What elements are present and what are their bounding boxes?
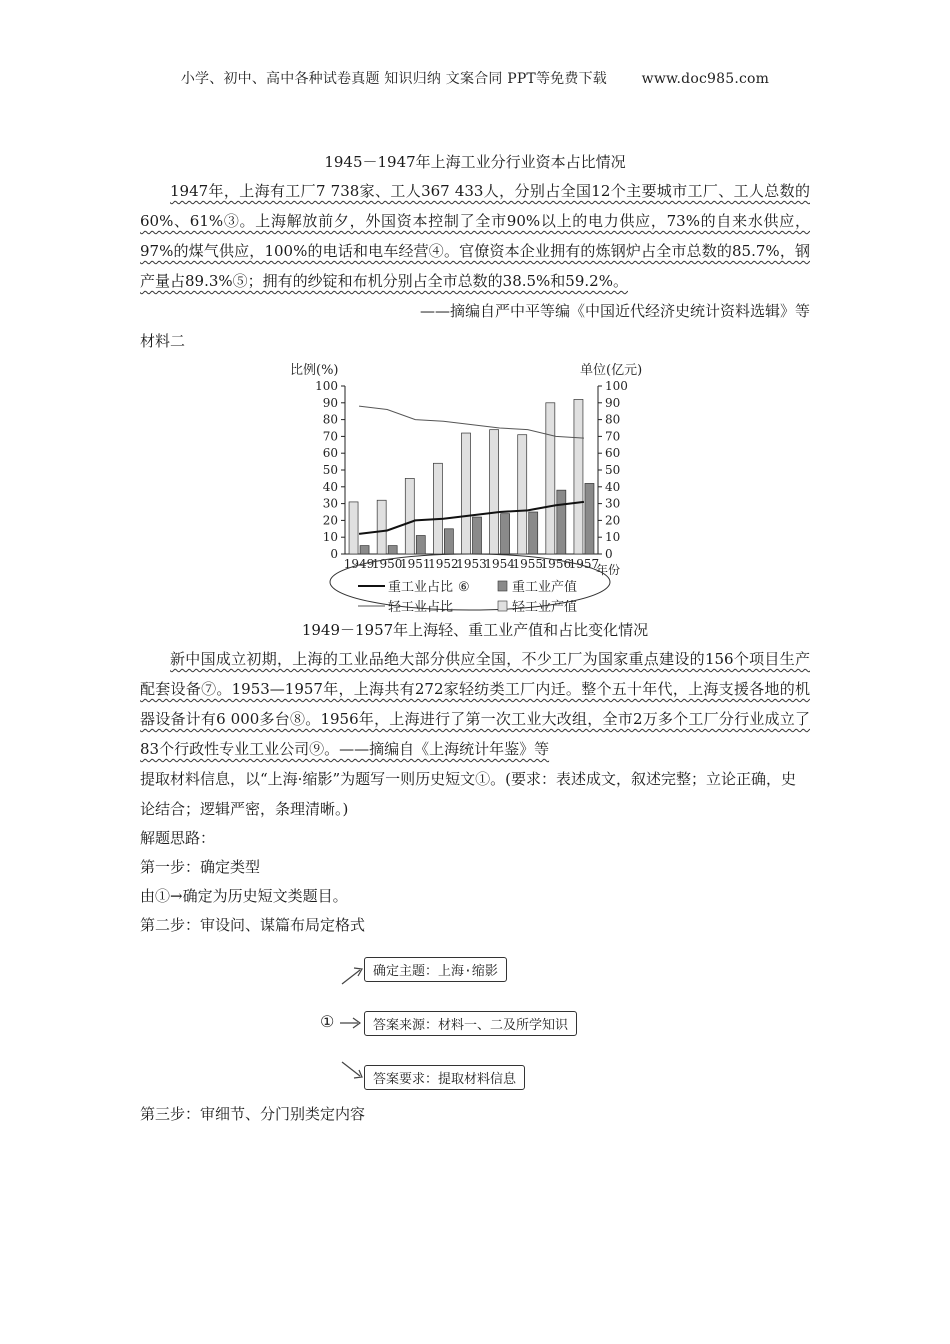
left-tick-label: 80 bbox=[322, 412, 338, 427]
material1-caption: 1945－1947年上海工业分行业资本占比情况 bbox=[324, 153, 626, 171]
light-value-bar bbox=[490, 430, 499, 554]
light-value-bar bbox=[518, 435, 527, 554]
light-value-bar bbox=[546, 403, 555, 554]
light-value-bar bbox=[377, 500, 386, 554]
right-tick-label: 100 bbox=[605, 379, 628, 393]
legend-heavy-ratio: 重工业占比 bbox=[388, 580, 454, 595]
heavy-value-bar bbox=[557, 490, 566, 554]
left-tick-label: 40 bbox=[322, 479, 338, 494]
right-tick-label: 90 bbox=[605, 395, 621, 410]
chart-svg bbox=[140, 356, 810, 616]
flow-box-source: 答案来源：材料一、二及所学知识 bbox=[364, 1011, 577, 1036]
left-tick-label: 100 bbox=[315, 379, 338, 393]
x-tick-label: 1957 bbox=[568, 557, 600, 571]
legend-heavy-value: 重工业产值 bbox=[512, 580, 578, 595]
step2-heading: 第二步：审设问、谋篇布局定格式 bbox=[140, 916, 366, 934]
arrow-up bbox=[342, 970, 360, 984]
left-tick-label: 30 bbox=[322, 496, 338, 511]
x-tick-label: 1949 bbox=[343, 557, 375, 571]
right-tick-label: 10 bbox=[605, 530, 621, 545]
right-tick-label: 30 bbox=[605, 496, 621, 511]
right-tick-label: 80 bbox=[605, 412, 621, 427]
right-tick-label: 40 bbox=[605, 479, 621, 494]
legend-light-ratio: 轻工业占比 bbox=[388, 600, 454, 615]
heavy-value-bar bbox=[360, 546, 369, 554]
step3-heading: 第三步：审细节、分门别类定内容 bbox=[140, 1105, 366, 1123]
legend-light-value: 轻工业产值 bbox=[512, 600, 578, 615]
legend-light-value-swatch bbox=[498, 601, 507, 611]
step1-heading: 第一步：确定类型 bbox=[140, 858, 261, 876]
x-tick-label: 1953 bbox=[456, 557, 487, 571]
arrow-down bbox=[342, 1062, 360, 1076]
solution-title: 解题思路： bbox=[140, 829, 216, 847]
light-value-bar bbox=[574, 399, 583, 554]
x-tick-label: 1951 bbox=[400, 557, 431, 571]
left-tick-label: 70 bbox=[322, 429, 338, 444]
x-tick-label: 1954 bbox=[484, 557, 515, 571]
heavy-value-bar bbox=[473, 517, 482, 554]
left-tick-label: 20 bbox=[322, 513, 338, 528]
flow-box-theme: 确定主题：上海·缩影 bbox=[364, 957, 507, 982]
light-value-bar bbox=[349, 502, 358, 554]
x-axis-label: 年份 bbox=[596, 563, 621, 577]
page-header bbox=[0, 68, 950, 88]
heavy-value-bar bbox=[585, 483, 594, 554]
left-tick-label: 90 bbox=[322, 395, 338, 410]
document-body bbox=[140, 148, 810, 1129]
industry-chart bbox=[140, 356, 810, 616]
flow-box-requirement: 答案要求：提取材料信息 bbox=[364, 1065, 525, 1090]
material2-label: 材料二 bbox=[140, 332, 186, 350]
flow-marker: ① bbox=[320, 1012, 335, 1031]
material2-caption: 1949－1957年上海轻、重工业产值和占比变化情况 bbox=[301, 621, 649, 639]
light-value-bar bbox=[462, 433, 471, 554]
left-tick-label: 0 bbox=[330, 547, 338, 561]
light-value-bar bbox=[433, 463, 442, 554]
heavy-value-bar bbox=[388, 546, 397, 554]
left-tick-label: 50 bbox=[322, 463, 338, 477]
right-axis-label: 单位(亿元) bbox=[580, 363, 643, 378]
legend-heavy-value-swatch bbox=[498, 581, 507, 591]
heavy-value-bar bbox=[416, 536, 425, 554]
material1-paragraph: 1947年，上海有工厂7 738家、工人367 433人，分别占全国12个主要城市工厂、工人总数的60%、61%③。上海解放前夕，外国资本控制了全市90%以上的电力供应，73%的自来水供应，97%的煤气供应，100%的电话和电车经营④。官僚资本企业拥有的炼钢炉占全市总数的85.7%，钢产量占89.3%⑤；拥有的纱锭和布机分别占全市总数的38.5%和59.2%。 bbox=[140, 182, 810, 290]
heavy-value-bar bbox=[444, 529, 453, 554]
right-tick-label: 0 bbox=[605, 547, 613, 561]
x-tick-label: 1955 bbox=[512, 557, 543, 571]
left-axis-label: 比例(%) bbox=[290, 363, 339, 378]
heavy-value-bar bbox=[529, 512, 538, 554]
legend-marker: ⑥ bbox=[458, 580, 470, 595]
right-tick-label: 50 bbox=[605, 463, 621, 477]
material2-paragraph: 新中国成立初期，上海的工业品绝大部分供应全国，不少工厂为国家重点建设的156个项目生产配套设备⑦。1953—1957年，上海共有272家轻纺类工厂内迁。整个五十年代，上海支援各地的机器设备计有6 000多台⑧。1956年，上海进行了第一次工业大改组，全市2万多个工厂分行业成立了83个行政性专业工业公司⑨。——摘编自《上海统计年鉴》等 bbox=[140, 650, 810, 758]
x-tick-label: 1956 bbox=[540, 557, 572, 571]
heavy-value-bar bbox=[501, 514, 510, 554]
step1-detail: 由①→确定为历史短文类题目。 bbox=[140, 887, 348, 905]
x-tick-label: 1952 bbox=[428, 557, 459, 571]
material1-source: ——摘编自严中平等编《中国近代经济史统计资料选辑》等 bbox=[419, 302, 810, 320]
header-text: 小学、初中、高中各种试卷真题 知识归纳 文案合同 PPT等免费下载 bbox=[180, 71, 607, 87]
left-tick-label: 10 bbox=[322, 530, 338, 545]
light-value-bar bbox=[405, 478, 414, 554]
right-tick-label: 60 bbox=[605, 446, 621, 461]
header-site: www.doc985.com bbox=[641, 71, 770, 87]
flow-diagram bbox=[140, 940, 810, 1100]
x-tick-label: 1950 bbox=[371, 557, 403, 571]
question-text: 提取材料信息，以“上海·缩影”为题写一则历史短文①。(要求：表述成文，叙述完整；立论正确，史论结合；逻辑严密，条理清晰。) bbox=[140, 770, 796, 818]
right-tick-label: 20 bbox=[605, 513, 621, 528]
left-tick-label: 60 bbox=[322, 446, 338, 461]
right-tick-label: 70 bbox=[605, 429, 621, 444]
